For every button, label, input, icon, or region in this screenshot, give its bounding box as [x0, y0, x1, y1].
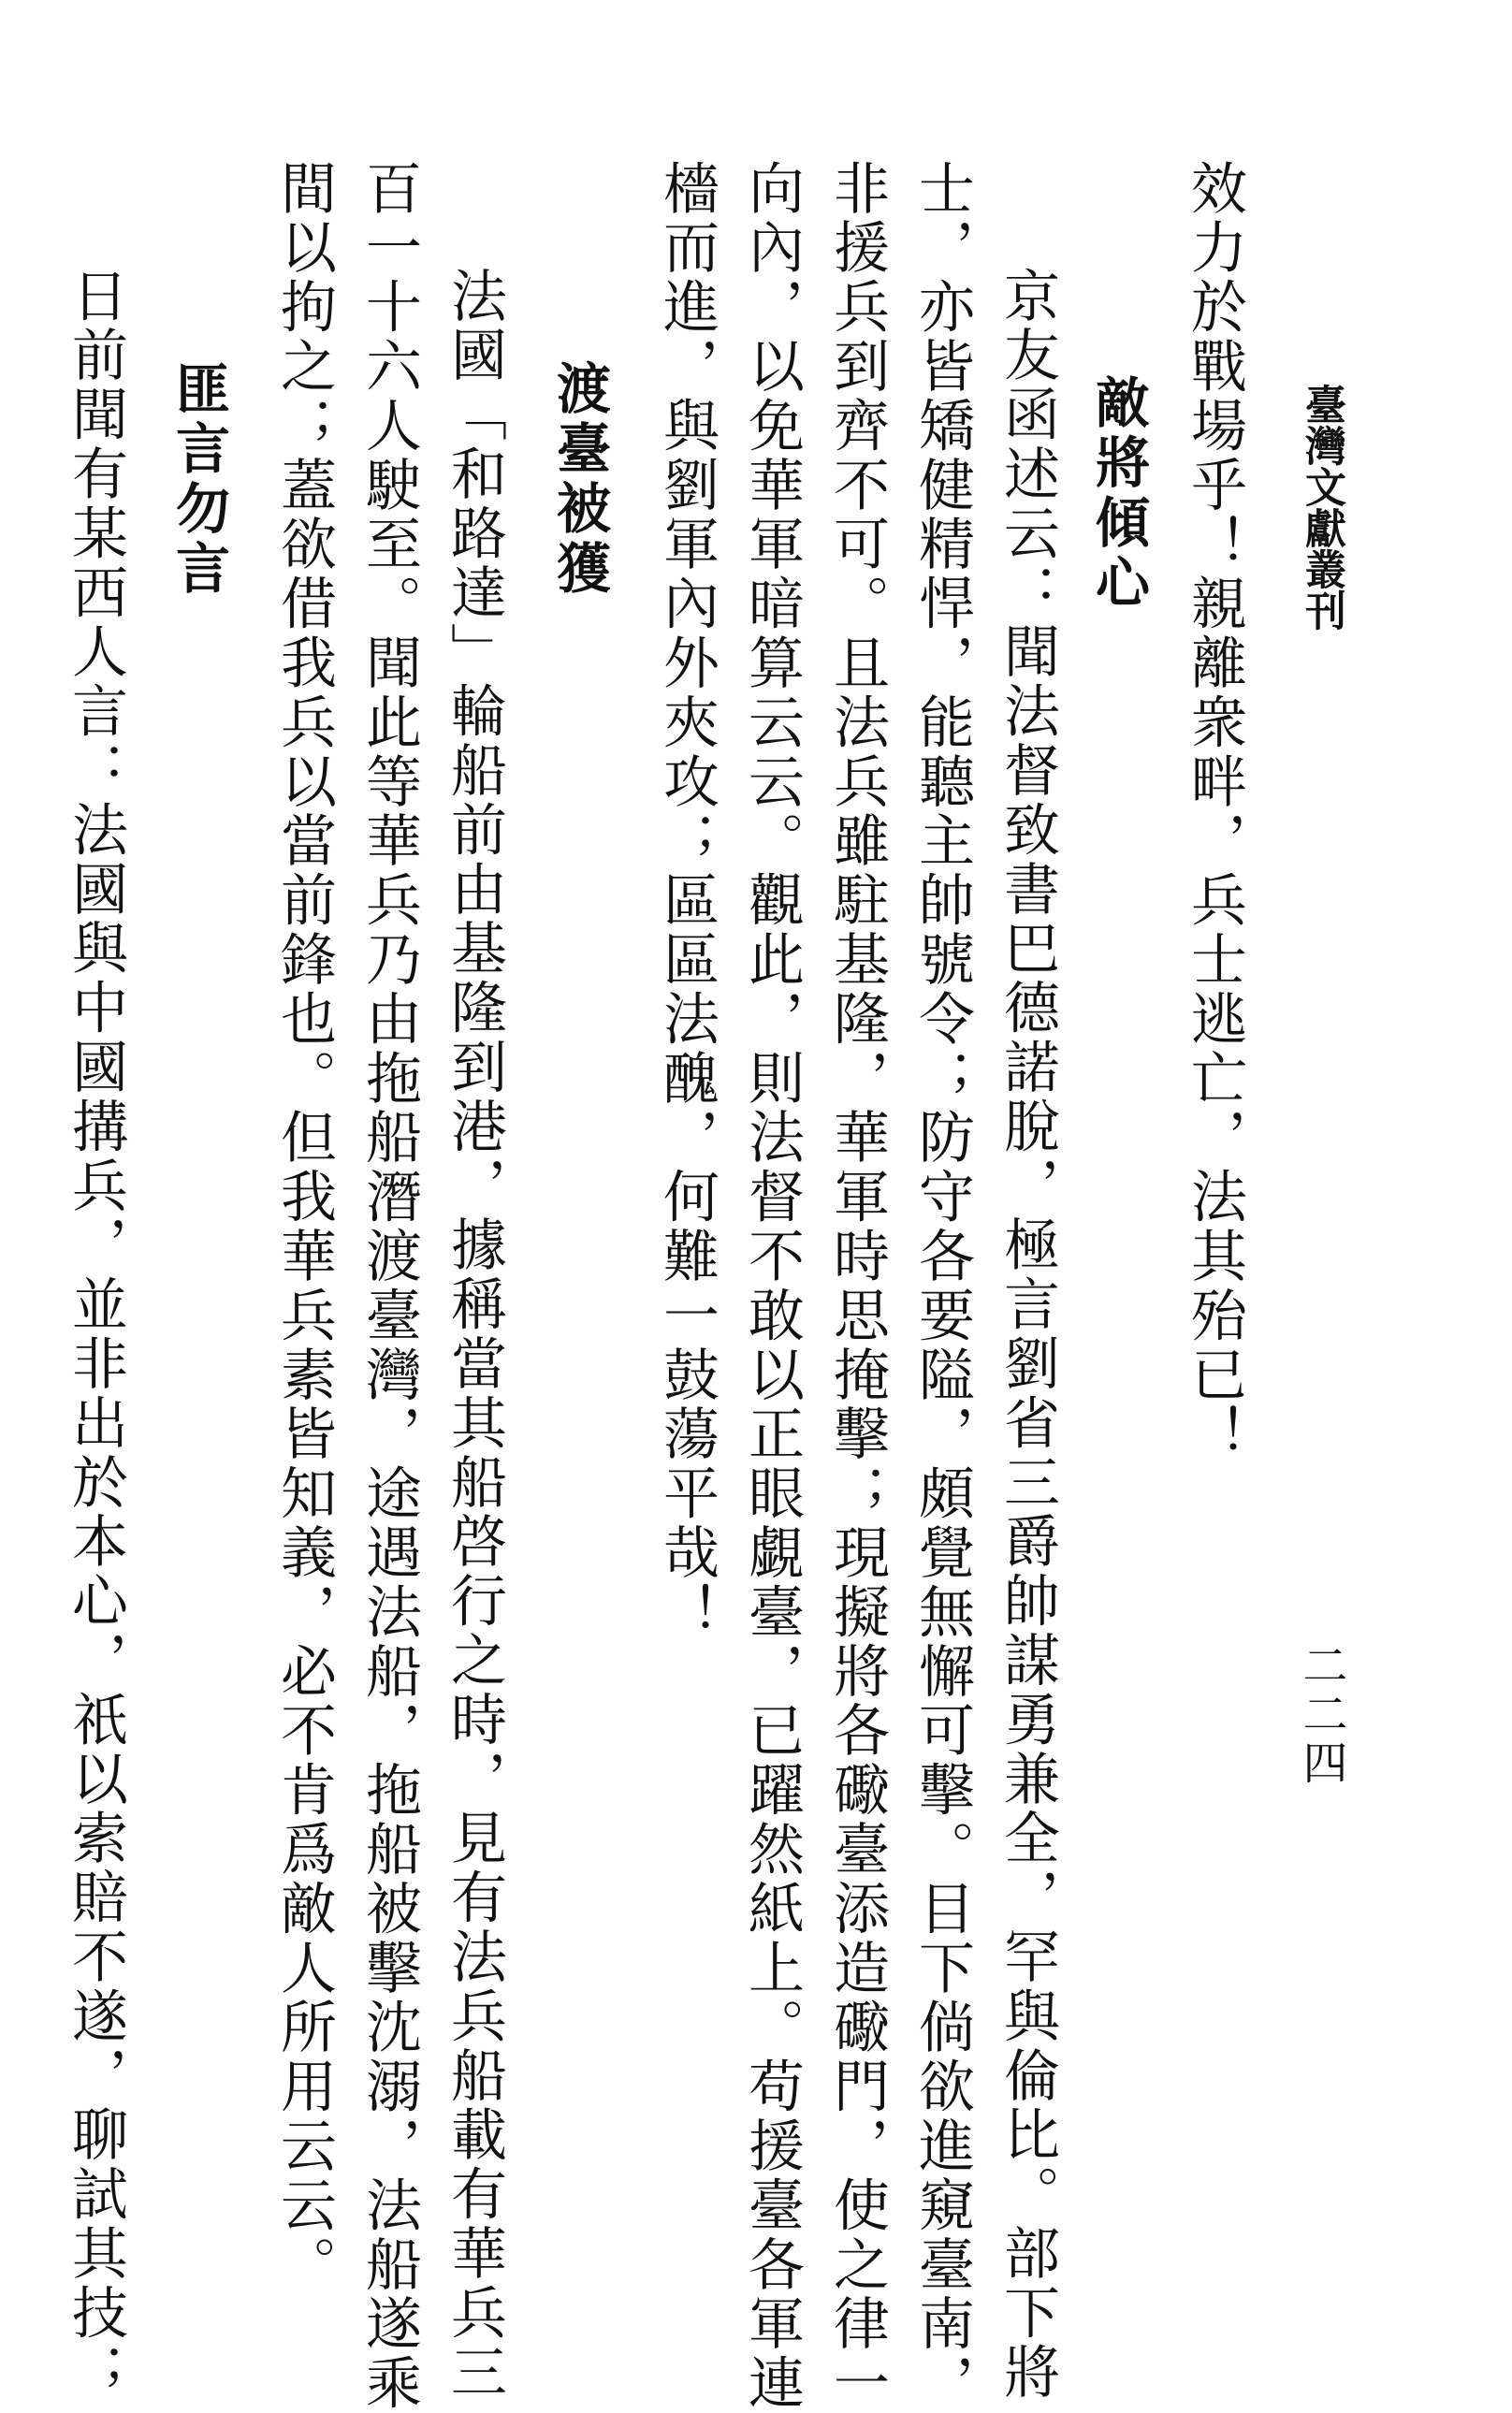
- text-line: 日前聞有某西人言：法國與中國搆兵，並非出於本心，祇以索賠不遂，聊試其技；: [63, 267, 128, 2403]
- text-line: 士，亦皆矯健精悍，能聽主帥號令；防守各要隘，頗覺無懈可擊。目下倘欲進窺臺南，: [909, 159, 975, 2413]
- text-line: 非援兵到齊不可。且法兵雖駐基隆，華軍時思掩擊；現擬將各礮臺添造礮門，使之律一: [824, 159, 890, 2413]
- text-line: 檣而進，與劉軍內外夾攻；區區法醜，何難一鼓蕩平哉！: [654, 159, 720, 1642]
- section-heading: 匪言勿言: [167, 360, 230, 600]
- text-line: 間以拘之；蓋欲借我兵以當前鋒也。但我華兵素皆知義，必不肯爲敵人所用云云。: [271, 159, 337, 2295]
- page-number: 二二四: [1295, 1642, 1347, 1788]
- text-line: 向內，以免華軍暗算云云。觀此，則法督不敢以正眼覷臺，已躍然紙上。苟援臺各軍連: [739, 159, 805, 2413]
- text-line: 效力於戰場乎！親離衆畔，兵士逃亡，法其殆已！: [1182, 159, 1247, 1464]
- section-heading: 渡臺被獲: [547, 360, 611, 600]
- section-heading: 敵將傾心: [1086, 374, 1150, 614]
- running-header-title: 臺灣文獻叢刊: [1298, 384, 1345, 631]
- text-line: 百一十六人駛至。聞此等華兵乃由拖船潛渡臺灣，途遇法船，拖船被擊沈溺，法船遂乘: [356, 159, 422, 2413]
- text-line: 法國「和路達」輪船前由基隆到港，據稱當其船啓行之時，見有法兵船載有華兵三: [442, 267, 507, 2403]
- text-line: 京友函述云：聞法督致書巴德諾脫，極言劉省三爵帥謀勇兼全，罕與倫比。部下將: [995, 267, 1060, 2403]
